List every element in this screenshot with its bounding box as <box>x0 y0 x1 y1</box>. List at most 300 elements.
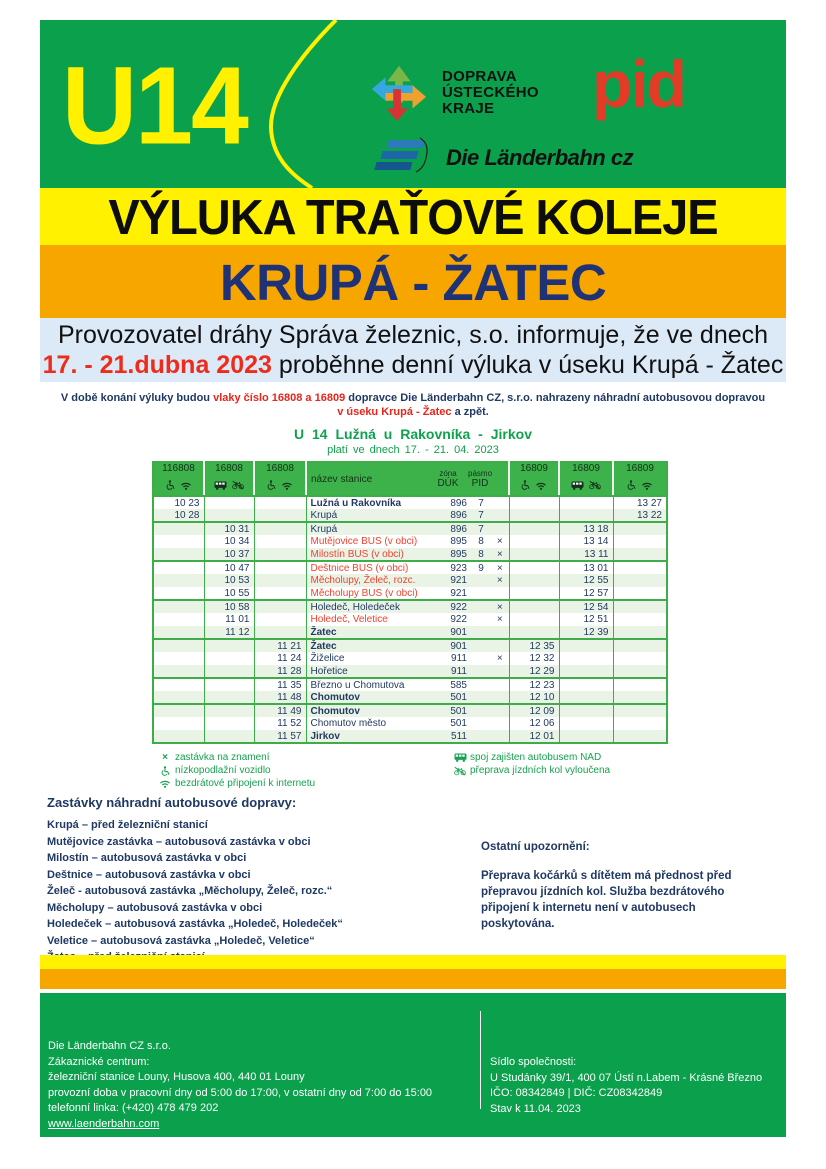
zona-duk-cell: 511 <box>451 730 467 742</box>
departure-time-cell <box>204 717 254 730</box>
return-time-cell <box>509 561 559 574</box>
train-column-header <box>153 462 204 496</box>
departure-time-cell <box>254 574 306 587</box>
departure-time-cell: 11 21 <box>254 639 306 652</box>
station-name: Měcholupy BUS (v obci) <box>306 587 431 600</box>
return-time-cell <box>613 665 667 678</box>
laenderbahn-stripes-icon <box>372 136 436 180</box>
station-name: Chomutov město <box>306 717 431 730</box>
return-time-cell <box>509 548 559 561</box>
departure-time-cell: 10 31 <box>204 522 254 535</box>
table-row <box>153 613 667 626</box>
table-row <box>153 561 667 574</box>
pasmo-pid-cell <box>471 626 491 639</box>
request-stop-flag <box>491 587 509 600</box>
footer-line: provozní doba v pracovní dny od 5:00 do 17:00, v ostatní dny od 7:00 do 15:00 <box>48 1086 433 1099</box>
return-time-cell: 13 22 <box>613 509 667 522</box>
timetable <box>152 461 668 744</box>
return-time-cell <box>613 730 667 743</box>
train-service-icons <box>255 477 305 495</box>
departure-time-cell <box>254 587 306 600</box>
request-stop-flag <box>491 730 509 743</box>
wifi-icon <box>281 477 293 495</box>
departure-time-cell <box>204 704 254 717</box>
station-name: Žatec <box>306 639 431 652</box>
table-row <box>153 678 667 691</box>
zona-duk-cell: 895 <box>431 548 471 561</box>
station-name: Holedeč, Veletice <box>306 613 431 626</box>
return-time-cell <box>559 652 613 665</box>
pasmo-pid-cell <box>471 574 491 587</box>
zona-duk-cell: 896 <box>431 509 471 522</box>
train-service-icons <box>560 477 612 495</box>
legend-label: přeprava jízdních kol vyloučena <box>470 765 611 776</box>
departure-time-cell: 11 57 <box>254 730 306 743</box>
zona-duk-cell: 501 <box>450 718 467 729</box>
footer-line: železniční stanice Louny, Husova 400, 440 01 Louny <box>48 1071 305 1083</box>
wheelchair-icon <box>155 766 175 776</box>
footer-orange-stripe <box>40 969 786 989</box>
departure-time-cell <box>254 600 306 613</box>
notice-highlight: vlaky číslo 16808 a 16809 <box>213 392 346 404</box>
return-time-cell: 12 55 <box>559 574 613 587</box>
zona-duk-cell: 923 <box>450 562 467 574</box>
wheelchair-icon <box>166 477 175 495</box>
laenderbahn-logo-text: Die Länderbahn cz <box>446 145 634 170</box>
station-name: Jirkov <box>306 730 431 743</box>
departure-time-cell <box>153 587 204 600</box>
legend-item <box>155 751 315 764</box>
return-time-cell <box>613 691 667 704</box>
departure-time-cell <box>153 665 204 678</box>
table-row <box>153 639 667 652</box>
return-time-cell: 12 51 <box>559 613 613 626</box>
train-column-header <box>559 462 613 496</box>
table-row <box>153 600 667 613</box>
departure-time-cell <box>254 626 306 639</box>
return-time-cell <box>613 704 667 717</box>
departure-time-cell <box>254 535 306 548</box>
return-time-cell <box>613 587 667 600</box>
table-row <box>153 626 667 639</box>
closure-title: VÝLUKA TRAŤOVÉ KOLEJE <box>40 188 786 247</box>
bus-stop-item: Veletice – autobusová zastávka „Holedeč, Veletice“ <box>47 934 315 947</box>
return-time-cell <box>559 704 613 717</box>
station-column-header <box>306 462 509 496</box>
pasmo-pid-cell <box>471 678 491 691</box>
departure-time-cell <box>153 626 204 639</box>
request-stop-flag <box>491 665 509 678</box>
return-time-cell <box>559 730 613 743</box>
departure-time-cell <box>153 652 204 665</box>
notice-line1: Provozovatel dráhy Správa železnic, s.o. informuje, že ve dnech <box>57 321 769 349</box>
return-time-cell <box>559 678 613 691</box>
zona-duk-cell: 922 <box>450 601 467 613</box>
station-name: Milostín BUS (v obci) <box>306 548 431 561</box>
departure-time-cell: 10 34 <box>204 535 254 548</box>
legend-right-column <box>450 751 610 777</box>
closure-dates: 17. - 21.dubna 2023 <box>42 351 272 379</box>
departure-time-cell <box>153 717 204 730</box>
pasmo-pid-cell <box>471 600 491 613</box>
return-time-cell: 12 10 <box>509 691 559 704</box>
table-row <box>153 730 667 743</box>
request-stop-flag: × <box>496 614 503 625</box>
no-bike-icon <box>589 477 601 495</box>
return-time-cell: 12 09 <box>509 704 559 717</box>
notice-text: dopravce Die Länderbahn CZ, s.r.o. nahrazeny náhradní autobusovou dopravou <box>345 392 766 404</box>
departure-time-cell <box>153 600 204 613</box>
train-number: 16808 <box>266 463 294 474</box>
station-name: Žiželice <box>306 652 431 665</box>
table-row <box>153 522 667 535</box>
footer-line: Die Länderbahn CZ s.r.o. <box>48 1040 171 1052</box>
request-stop-flag: × <box>496 601 503 613</box>
legend-item <box>450 764 610 777</box>
departure-time-cell: 11 48 <box>254 691 306 704</box>
train-service-icons <box>205 477 253 495</box>
timetable-validity: platí ve dnech 17. - 21. 04. 2023 <box>327 444 499 456</box>
station-name: Deštnice BUS (v obci) <box>306 561 431 574</box>
request-stop-icon: × <box>162 752 168 763</box>
station-name: Hořetice <box>306 665 431 678</box>
station-name: Chomutov <box>306 704 431 717</box>
footer-line: Sídlo společnosti: <box>490 1056 577 1068</box>
station-name: Holedeč, Holedeček <box>306 600 431 613</box>
website-link[interactable]: www.laenderbahn.com <box>48 1117 160 1130</box>
no-bike-icon <box>232 477 244 495</box>
other-notices-text: Přeprava kočárků s dítětem má přednost před přepravou jízdních kol. Služba bezdrátového připojení k internetu není v autobusech poskytována. <box>481 870 732 930</box>
zona-duk-cell: 921 <box>431 587 471 600</box>
train-number: 16809 <box>520 463 548 474</box>
return-time-cell: 12 35 <box>509 639 559 652</box>
departure-time-cell <box>254 509 306 522</box>
train-number: 16808 <box>215 463 243 474</box>
zona-duk-cell: 911 <box>451 653 467 664</box>
departure-time-cell <box>254 561 306 574</box>
departure-time-cell <box>204 678 254 691</box>
return-time-cell <box>559 717 613 730</box>
line-code: U14 <box>62 45 247 169</box>
duk-logo <box>370 64 539 122</box>
pid-logo: pid <box>592 47 685 121</box>
return-time-cell <box>613 678 667 691</box>
return-time-cell <box>509 496 559 509</box>
legend-item <box>450 751 610 764</box>
departure-time-cell: 11 24 <box>254 652 306 665</box>
table-row <box>153 574 667 587</box>
pasmo-pid-cell <box>471 730 491 743</box>
footer-divider <box>480 1011 481 1109</box>
departure-time-cell: 11 12 <box>204 626 254 639</box>
laenderbahn-logo <box>372 136 633 180</box>
station-name: Březno u Chomutova <box>306 678 431 691</box>
zona-duk-cell: 501 <box>450 705 467 717</box>
return-time-cell <box>509 574 559 587</box>
train-column-header <box>509 462 559 496</box>
wifi-icon <box>535 477 547 495</box>
return-time-cell: 12 23 <box>509 678 559 691</box>
return-time-cell <box>613 613 667 626</box>
zona-duk-cell: 895 <box>450 536 467 547</box>
station-name: Mutějovice BUS (v obci) <box>306 535 431 548</box>
return-time-cell <box>559 691 613 704</box>
request-stop-flag: × <box>496 575 503 586</box>
train-column-header <box>254 462 306 496</box>
no-bike-icon <box>450 766 470 776</box>
request-stop-flag: × <box>496 562 503 574</box>
return-time-cell: 12 54 <box>559 600 613 613</box>
departure-time-cell <box>254 496 306 509</box>
return-time-cell <box>509 613 559 626</box>
zona-duk-cell: 922 <box>450 614 467 625</box>
return-time-cell <box>613 652 667 665</box>
bus-stops-section <box>47 795 447 966</box>
footer-line: telefonní linka: (+420) 478 479 202 <box>48 1102 219 1114</box>
return-time-cell: 13 18 <box>559 522 613 535</box>
bus-stop-item: Želeč - autobusová zastávka „Měcholupy, Želeč, rozc.“ <box>47 885 333 897</box>
bus-stop-item: Krupá – před železniční stanicí <box>47 819 208 831</box>
departure-time-cell <box>204 639 254 652</box>
return-time-cell <box>613 535 667 548</box>
return-time-cell <box>509 535 559 548</box>
bus-stops-heading: Zastávky náhradní autobusové dopravy: <box>47 795 297 810</box>
legend-label: zastávka na znamení <box>175 752 270 763</box>
legend-item <box>155 777 315 790</box>
request-stop-flag: × <box>496 653 503 664</box>
departure-time-cell: 10 23 <box>174 497 200 509</box>
bus-icon <box>450 753 470 762</box>
departure-time-cell: 11 35 <box>254 678 306 691</box>
zona-duk-cell: 911 <box>431 665 471 678</box>
other-notices-section <box>481 841 781 932</box>
request-stop-flag: × <box>491 548 509 561</box>
table-row <box>153 717 667 730</box>
return-time-cell: 12 39 <box>559 626 613 639</box>
departure-time-cell <box>153 730 204 743</box>
departure-time-cell <box>204 652 254 665</box>
train-service-icons <box>510 477 558 495</box>
return-time-cell <box>559 665 613 678</box>
return-time-cell <box>559 496 613 509</box>
departure-time-cell <box>254 522 306 535</box>
request-stop-flag <box>491 496 509 509</box>
return-time-cell: 12 57 <box>559 587 613 600</box>
notice-text: V době konání výluky budou <box>60 392 214 404</box>
wifi-icon <box>180 477 192 495</box>
table-row <box>153 665 667 678</box>
table-row <box>153 535 667 548</box>
return-time-cell: 12 01 <box>509 730 559 743</box>
departure-time-cell <box>204 665 254 678</box>
pasmo-pid-cell: 8 <box>471 548 491 561</box>
return-time-cell <box>613 574 667 587</box>
timetable-header-row <box>153 462 667 496</box>
pasmo-pid-cell: 8 <box>478 536 484 547</box>
return-time-cell <box>559 639 613 652</box>
train-number: 16809 <box>626 463 654 474</box>
return-time-cell: 12 32 <box>509 652 559 665</box>
train-column-header <box>613 462 667 496</box>
zona-duk-cell: 901 <box>450 640 467 652</box>
footer <box>40 993 786 1137</box>
table-row <box>153 587 667 600</box>
pasmo-pid-cell <box>471 587 491 600</box>
bus-stop-item: Měcholupy – autobusová zastávka v obci <box>47 901 263 914</box>
departure-time-cell <box>153 639 204 652</box>
departure-time-cell: 11 49 <box>254 704 306 717</box>
return-time-cell: 13 27 <box>613 496 667 509</box>
return-time-cell <box>613 548 667 561</box>
station-name: Krupá <box>306 522 431 535</box>
bus-stop-item: Milostín – autobusová zastávka v obci <box>47 852 247 864</box>
zona-duk-cell: 585 <box>450 679 467 691</box>
departure-time-cell: 10 37 <box>204 548 254 561</box>
legend-left-column <box>155 751 315 790</box>
other-notices-heading: Ostatní upozornění: <box>481 841 590 853</box>
return-time-cell: 13 01 <box>559 561 613 574</box>
zona-duk-cell: 896 <box>450 523 467 535</box>
train-service-icons <box>614 477 666 495</box>
departure-time-cell <box>153 574 204 587</box>
departure-time-cell: 10 28 <box>153 509 204 522</box>
pasmo-pid-cell: 7 <box>471 509 491 522</box>
departure-time-cell: 10 58 <box>204 600 254 613</box>
wifi-icon <box>641 477 653 495</box>
operator-notice <box>40 318 786 382</box>
notice-text: a zpět. <box>451 406 489 418</box>
pasmo-pid-cell: 7 <box>478 497 484 509</box>
table-row <box>153 704 667 717</box>
departure-time-cell <box>204 509 254 522</box>
request-stop-flag <box>491 626 509 639</box>
pasmo-pid-cell: 7 <box>478 523 484 535</box>
pasmo-pid-cell <box>471 717 491 730</box>
departure-time-cell <box>153 522 204 535</box>
return-time-cell <box>613 600 667 613</box>
zona-duk-cell: 901 <box>431 626 471 639</box>
notice-highlight: v úseku Krupá - Žatec <box>337 406 452 418</box>
footer-line: U Studánky 39/1, 400 07 Ústí n.Labem - Krásné Březno <box>490 1071 763 1084</box>
bus-stop-item: Deštnice – autobusová zastávka v obci <box>47 868 251 881</box>
bus-icon <box>214 477 227 495</box>
return-time-cell <box>613 522 667 535</box>
station-name: Lužná u Rakovníka <box>306 496 431 509</box>
footer-line: Zákaznické centrum: <box>48 1055 150 1068</box>
pasmo-pid-cell <box>471 639 491 652</box>
footer-line: Stav k 11.04. 2023 <box>490 1102 581 1115</box>
table-row <box>153 496 667 509</box>
timetable-title: U 14 Lužná u Rakovníka - Jirkov <box>294 426 532 442</box>
request-stop-flag <box>491 522 509 535</box>
return-time-cell <box>509 522 559 535</box>
departure-time-cell <box>204 691 254 704</box>
station-name: Žatec <box>306 626 431 639</box>
return-time-cell <box>559 509 613 522</box>
bus-stop-item: Mutějovice zastávka – autobusová zastávka v obci <box>47 835 311 848</box>
departure-time-cell <box>204 496 254 509</box>
departure-time-cell <box>254 613 306 626</box>
duk-logo-text: DOPRAVA ÚSTECKÉHO KRAJE <box>442 68 539 117</box>
return-time-cell: 13 11 <box>559 548 613 561</box>
request-stop-flag: × <box>496 536 503 547</box>
return-time-cell <box>613 561 667 574</box>
return-time-cell: 12 29 <box>509 665 559 678</box>
notice-line2: proběhne denní výluka v úseku Krupá - Žatec <box>271 351 784 379</box>
departure-time-cell: 10 47 <box>204 561 254 574</box>
zona-duk-cell: 896 <box>450 497 467 509</box>
return-time-cell <box>509 626 559 639</box>
section-title: KRUPÁ - ŽATEC <box>40 245 786 318</box>
departure-time-cell: 10 53 <box>204 574 254 587</box>
return-time-cell <box>509 587 559 600</box>
footer-contact-column <box>48 1039 432 1132</box>
departure-time-cell <box>204 730 254 743</box>
table-row <box>153 652 667 665</box>
duk-arrows-icon <box>370 64 428 122</box>
train-column-header <box>204 462 254 496</box>
departure-time-cell <box>153 613 204 626</box>
bus-stops-list <box>47 817 447 966</box>
legend-label: nízkopodlažní vozidlo <box>175 765 271 776</box>
pasmo-pid-cell <box>471 613 491 626</box>
departure-time-cell: 11 52 <box>254 717 306 730</box>
wheelchair-icon <box>521 477 530 495</box>
footer-yellow-stripe <box>40 955 786 969</box>
departure-time-cell <box>153 535 204 548</box>
departure-time-cell: 10 55 <box>204 587 254 600</box>
table-row <box>153 509 667 522</box>
header-banner <box>40 20 786 188</box>
return-time-cell <box>509 600 559 613</box>
table-row <box>153 548 667 561</box>
legend-label: bezdrátové připojení k internetu <box>175 778 316 789</box>
return-time-cell: 13 14 <box>559 535 613 548</box>
return-time-cell <box>613 717 667 730</box>
footer-line: IČO: 08342849 | DIČ: CZ08342849 <box>490 1087 663 1099</box>
return-time-cell <box>613 626 667 639</box>
station-name: Chomutov <box>306 691 431 704</box>
departure-time-cell <box>153 678 204 691</box>
footer-company-column <box>490 1055 762 1117</box>
train-number: 116808 <box>162 463 195 474</box>
departure-time-cell <box>153 561 204 574</box>
station-header-label: název stanice <box>311 473 373 485</box>
zona-duk-cell: 921 <box>450 575 467 586</box>
legend-label: spoj zajišten autobusem NAD <box>470 752 602 763</box>
pasmo-pid-cell <box>471 665 491 678</box>
replacement-bus-notice <box>58 391 768 419</box>
wheelchair-icon <box>267 477 276 495</box>
return-time-cell <box>509 509 559 522</box>
wheelchair-icon <box>627 477 636 495</box>
departure-time-cell <box>153 704 204 717</box>
train-number: 16809 <box>572 463 600 474</box>
departure-time-cell <box>254 548 306 561</box>
pasmo-pid-cell <box>471 704 491 717</box>
station-name: Měcholupy, Želeč, rozc. <box>306 574 431 587</box>
request-stop-flag <box>491 691 509 704</box>
request-stop-flag <box>491 639 509 652</box>
pasmo-pid-cell <box>471 691 491 704</box>
pasmo-pid-cell: 9 <box>478 562 484 574</box>
departure-time-cell: 11 01 <box>204 613 254 626</box>
station-name: Krupá <box>306 509 431 522</box>
return-time-cell <box>613 639 667 652</box>
request-stop-flag <box>491 717 509 730</box>
return-time-cell: 12 06 <box>509 717 559 730</box>
bus-stop-item: Holedeček – autobusová zastávka „Holedeč, Holedeček“ <box>47 918 343 930</box>
